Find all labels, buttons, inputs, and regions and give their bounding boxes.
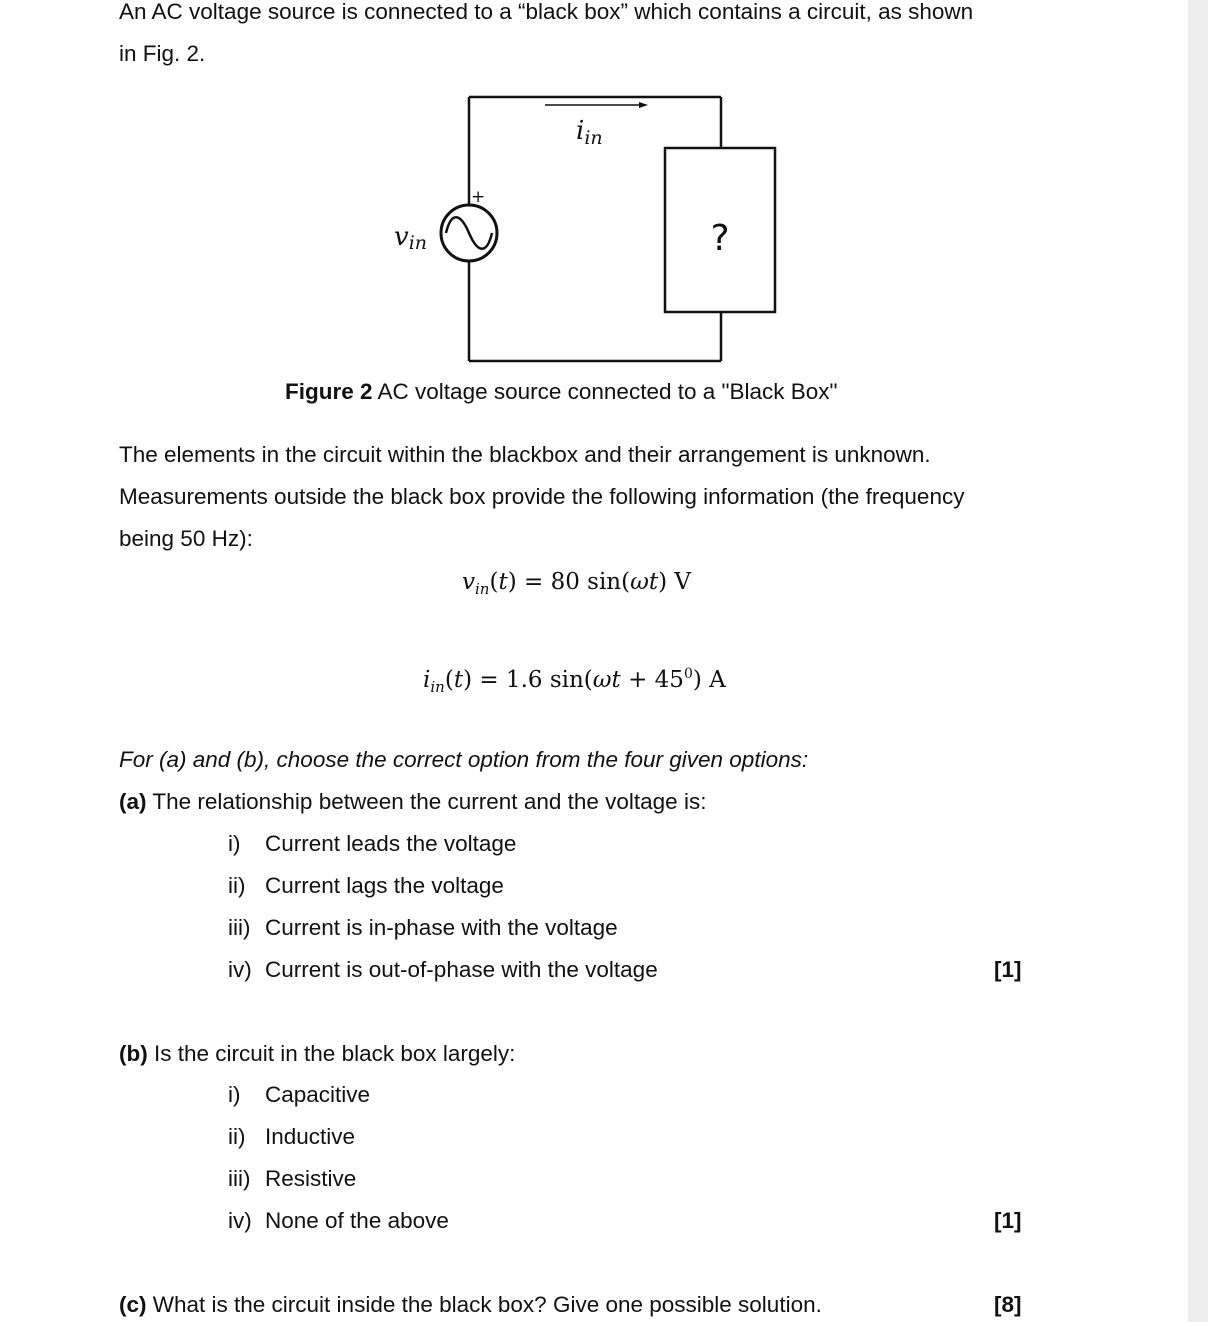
- part-a-option-2[interactable]: ii) Current lags the voltage: [228, 873, 504, 898]
- current-equation: $i_{in}(t) = 1.6$ $\sin(\omega t + 45^0)$ A: [423, 666, 726, 696]
- box-question-mark: ?: [710, 218, 730, 259]
- part-c-marks: [8]: [994, 1292, 1022, 1317]
- caption-label: Figure 2: [285, 379, 373, 404]
- body-line-3: being 50 Hz):: [119, 526, 253, 551]
- part-a-option-3[interactable]: iii) Current is in-phase with the voltage: [228, 915, 618, 940]
- part-b-marks: [1]: [994, 1208, 1022, 1233]
- circuit-diagram: [380, 90, 800, 370]
- caption-text: AC voltage source connected to a "Black Box": [372, 379, 838, 404]
- body-line-2: Measurements outside the black box provide the following information (the frequency: [119, 484, 965, 509]
- figure-caption: [285, 378, 838, 406]
- intro-line-1: An AC voltage source is connected to a “black box” which contains a circuit, as shown: [119, 0, 974, 24]
- part-a-question: (a) The relationship between the current and the voltage is:: [119, 789, 707, 814]
- current-arrow: [545, 102, 648, 108]
- part-a-marks: [1]: [994, 957, 1022, 982]
- part-a-option-1[interactable]: i) Current leads the voltage: [228, 831, 517, 856]
- part-c-question: (c) What is the circuit inside the black box? Give one possible solution.: [119, 1292, 822, 1317]
- part-b-question: (b) Is the circuit in the black box largely:: [119, 1041, 516, 1066]
- scrollbar-track[interactable]: [1188, 0, 1208, 1322]
- part-b-option-3[interactable]: iii) Resistive: [228, 1166, 357, 1191]
- sine-wave-icon: [446, 217, 492, 249]
- voltage-label: vin: [394, 222, 428, 254]
- part-b-option-2[interactable]: ii) Inductive: [228, 1124, 356, 1149]
- instruction-text: For (a) and (b), choose the correct option from the four given options:: [119, 747, 809, 772]
- part-b-option-4[interactable]: iv) None of the above: [228, 1208, 449, 1233]
- current-label: iin: [576, 116, 603, 149]
- part-b-option-1[interactable]: i) Capacitive: [228, 1082, 371, 1107]
- part-a-option-4[interactable]: iv) Current is out-of-phase with the voltage: [228, 957, 658, 982]
- voltage-equation: $v_{in}(t) = 80$ sin(ωt) V: [462, 569, 691, 598]
- plus-sign: +: [471, 187, 486, 207]
- intro-line-2: in Fig. 2.: [119, 41, 206, 66]
- body-line-1: The elements in the circuit within the blackbox and their arrangement is unknown.: [119, 442, 931, 467]
